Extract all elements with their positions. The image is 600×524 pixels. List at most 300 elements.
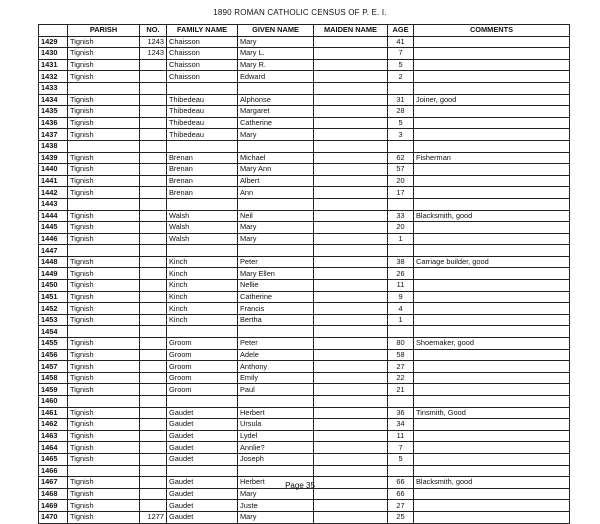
no-cell — [140, 384, 167, 396]
family-name-cell: Gaudet — [167, 488, 238, 500]
no-cell — [140, 106, 167, 118]
parish-cell: Tignish — [68, 361, 140, 373]
age-cell: 17 — [388, 187, 414, 199]
family-name-cell: Groom — [167, 372, 238, 384]
given-name-cell: Mary — [238, 129, 314, 141]
row-index: 1431 — [39, 59, 68, 71]
given-name-cell: Mary — [238, 36, 314, 48]
age-cell: 5 — [388, 117, 414, 129]
parish-cell: Tignish — [68, 280, 140, 292]
maiden-name-cell — [314, 175, 388, 187]
comments-cell — [414, 314, 570, 326]
no-cell — [140, 198, 167, 210]
maiden-name-cell — [314, 372, 388, 384]
family-name-cell: Brenan — [167, 152, 238, 164]
table-row — [39, 291, 570, 303]
comments-cell — [414, 511, 570, 523]
row-index: 1442 — [39, 187, 68, 199]
comments-cell — [414, 349, 570, 361]
given-name-cell — [238, 245, 314, 257]
table-row — [39, 36, 570, 48]
family-name-cell: Gaudet — [167, 500, 238, 512]
comments-cell — [414, 59, 570, 71]
no-cell — [140, 140, 167, 152]
table-row — [39, 71, 570, 83]
col-header-given-name: GIVEN NAME — [238, 25, 314, 37]
comments-cell — [414, 198, 570, 210]
age-cell: 41 — [388, 36, 414, 48]
comments-cell — [414, 419, 570, 431]
family-name-cell — [167, 245, 238, 257]
parish-cell: Tignish — [68, 233, 140, 245]
no-cell — [140, 94, 167, 106]
given-name-cell — [238, 198, 314, 210]
no-cell — [140, 500, 167, 512]
age-cell — [388, 245, 414, 257]
maiden-name-cell — [314, 129, 388, 141]
age-cell: 11 — [388, 280, 414, 292]
maiden-name-cell — [314, 303, 388, 315]
row-index: 1452 — [39, 303, 68, 315]
row-index: 1439 — [39, 152, 68, 164]
family-name-cell — [167, 396, 238, 408]
given-name-cell: Nellie — [238, 280, 314, 292]
parish-cell: Tignish — [68, 384, 140, 396]
no-cell — [140, 175, 167, 187]
maiden-name-cell — [314, 94, 388, 106]
table-row — [39, 303, 570, 315]
no-cell — [140, 372, 167, 384]
comments-cell — [414, 372, 570, 384]
maiden-name-cell — [314, 59, 388, 71]
age-cell: 25 — [388, 511, 414, 523]
no-cell — [140, 280, 167, 292]
age-cell: 11 — [388, 430, 414, 442]
given-name-cell: Mary L. — [238, 48, 314, 60]
comments-cell — [414, 361, 570, 373]
no-cell — [140, 245, 167, 257]
page-number: Page 35 — [285, 481, 315, 490]
maiden-name-cell — [314, 384, 388, 396]
col-header-no: NO. — [140, 25, 167, 37]
comments-cell — [414, 326, 570, 338]
maiden-name-cell — [314, 268, 388, 280]
maiden-name-cell — [314, 164, 388, 176]
family-name-cell: Kinch — [167, 256, 238, 268]
family-name-cell: Groom — [167, 361, 238, 373]
given-name-cell: Mary Ellen — [238, 268, 314, 280]
comments-cell — [414, 500, 570, 512]
parish-cell: Tignish — [68, 488, 140, 500]
age-cell: 1 — [388, 233, 414, 245]
no-cell: 1277 — [140, 511, 167, 523]
row-index: 1468 — [39, 488, 68, 500]
age-cell: 20 — [388, 175, 414, 187]
table-row — [39, 511, 570, 523]
family-name-cell: Gaudet — [167, 477, 238, 489]
maiden-name-cell — [314, 465, 388, 477]
given-name-cell: Adele — [238, 349, 314, 361]
row-index: 1464 — [39, 442, 68, 454]
given-name-cell: Juste — [238, 500, 314, 512]
table-row — [39, 129, 570, 141]
given-name-cell: Herbert — [238, 407, 314, 419]
family-name-cell: Kinch — [167, 280, 238, 292]
parish-cell: Tignish — [68, 372, 140, 384]
parish-cell: Tignish — [68, 338, 140, 350]
row-index: 1462 — [39, 419, 68, 431]
comments-cell — [414, 82, 570, 94]
row-index: 1430 — [39, 48, 68, 60]
row-index: 1447 — [39, 245, 68, 257]
given-name-cell: Alphonse — [238, 94, 314, 106]
comments-cell: Fisherman — [414, 152, 570, 164]
table-row — [39, 280, 570, 292]
maiden-name-cell — [314, 106, 388, 118]
row-index: 1454 — [39, 326, 68, 338]
no-cell — [140, 314, 167, 326]
no-cell — [140, 187, 167, 199]
parish-cell: Tignish — [68, 419, 140, 431]
maiden-name-cell — [314, 36, 388, 48]
age-cell — [388, 140, 414, 152]
maiden-name-cell — [314, 291, 388, 303]
age-cell: 28 — [388, 106, 414, 118]
row-index: 1438 — [39, 140, 68, 152]
parish-cell: Tignish — [68, 59, 140, 71]
family-name-cell — [167, 82, 238, 94]
given-name-cell: Ann — [238, 187, 314, 199]
parish-cell: Tignish — [68, 291, 140, 303]
family-name-cell: Walsh — [167, 210, 238, 222]
family-name-cell: Kinch — [167, 268, 238, 280]
no-cell — [140, 453, 167, 465]
no-cell: 1243 — [140, 36, 167, 48]
table-row — [39, 222, 570, 234]
table-row — [39, 117, 570, 129]
family-name-cell: Thibedeau — [167, 106, 238, 118]
table-row — [39, 372, 570, 384]
table-row — [39, 430, 570, 442]
table-row — [39, 256, 570, 268]
maiden-name-cell — [314, 140, 388, 152]
row-index: 1446 — [39, 233, 68, 245]
col-header-family-name: FAMILY NAME — [167, 25, 238, 37]
table-row — [39, 407, 570, 419]
parish-cell: Tignish — [68, 210, 140, 222]
given-name-cell: Mary — [238, 233, 314, 245]
comments-cell — [414, 453, 570, 465]
comments-cell — [414, 245, 570, 257]
age-cell: 38 — [388, 256, 414, 268]
row-index: 1435 — [39, 106, 68, 118]
no-cell — [140, 71, 167, 83]
table-row — [39, 453, 570, 465]
parish-cell: Tignish — [68, 349, 140, 361]
col-header-age: AGE — [388, 25, 414, 37]
table-row — [39, 82, 570, 94]
maiden-name-cell — [314, 117, 388, 129]
parish-cell: Tignish — [68, 314, 140, 326]
parish-cell: Tignish — [68, 511, 140, 523]
comments-cell — [414, 442, 570, 454]
parish-cell: Tignish — [68, 175, 140, 187]
age-cell: 3 — [388, 129, 414, 141]
parish-cell: Tignish — [68, 152, 140, 164]
age-cell: 66 — [388, 488, 414, 500]
comments-cell — [414, 175, 570, 187]
age-cell — [388, 326, 414, 338]
maiden-name-cell — [314, 442, 388, 454]
maiden-name-cell — [314, 222, 388, 234]
comments-cell — [414, 36, 570, 48]
no-cell — [140, 210, 167, 222]
page-title: 1890 ROMAN CATHOLIC CENSUS OF P. E. I. — [213, 8, 387, 17]
row-index: 1449 — [39, 268, 68, 280]
maiden-name-cell — [314, 152, 388, 164]
table-row — [39, 326, 570, 338]
parish-cell: Tignish — [68, 106, 140, 118]
given-name-cell: Edward — [238, 71, 314, 83]
parish-cell: Tignish — [68, 129, 140, 141]
table-row — [39, 268, 570, 280]
age-cell: 36 — [388, 407, 414, 419]
row-index: 1459 — [39, 384, 68, 396]
family-name-cell: Chaisson — [167, 71, 238, 83]
no-cell — [140, 419, 167, 431]
comments-cell: Shoemaker, good — [414, 338, 570, 350]
parish-cell: Tignish — [68, 268, 140, 280]
parish-cell: Tignish — [68, 71, 140, 83]
table-row — [39, 396, 570, 408]
maiden-name-cell — [314, 511, 388, 523]
maiden-name-cell — [314, 233, 388, 245]
given-name-cell: Paul — [238, 384, 314, 396]
row-index: 1436 — [39, 117, 68, 129]
family-name-cell: Gaudet — [167, 511, 238, 523]
comments-cell — [414, 384, 570, 396]
table-row — [39, 94, 570, 106]
col-header-comments: COMMENTS — [414, 25, 570, 37]
family-name-cell: Thibedeau — [167, 94, 238, 106]
maiden-name-cell — [314, 48, 388, 60]
family-name-cell: Chaisson — [167, 48, 238, 60]
row-index: 1443 — [39, 198, 68, 210]
comments-cell: Tinsmith, Good — [414, 407, 570, 419]
table-row — [39, 233, 570, 245]
row-index: 1457 — [39, 361, 68, 373]
given-name-cell: Albert — [238, 175, 314, 187]
comments-cell: Joiner, good — [414, 94, 570, 106]
comments-cell — [414, 106, 570, 118]
no-cell — [140, 303, 167, 315]
comments-cell — [414, 233, 570, 245]
age-cell: 21 — [388, 384, 414, 396]
comments-cell — [414, 291, 570, 303]
given-name-cell: Catherine — [238, 117, 314, 129]
comments-cell — [414, 303, 570, 315]
table-row — [39, 152, 570, 164]
maiden-name-cell — [314, 500, 388, 512]
no-cell — [140, 326, 167, 338]
row-index: 1451 — [39, 291, 68, 303]
parish-cell: Tignish — [68, 500, 140, 512]
parish-cell: Tignish — [68, 303, 140, 315]
census-body — [39, 36, 570, 523]
maiden-name-cell — [314, 71, 388, 83]
age-cell: 5 — [388, 453, 414, 465]
no-cell — [140, 164, 167, 176]
given-name-cell — [238, 326, 314, 338]
table-row — [39, 48, 570, 60]
no-cell — [140, 152, 167, 164]
table-row — [39, 210, 570, 222]
family-name-cell — [167, 198, 238, 210]
comments-cell — [414, 222, 570, 234]
comments-cell — [414, 164, 570, 176]
maiden-name-cell — [314, 82, 388, 94]
table-row — [39, 140, 570, 152]
row-index: 1470 — [39, 511, 68, 523]
maiden-name-cell — [314, 198, 388, 210]
header-row — [39, 25, 570, 37]
row-index: 1469 — [39, 500, 68, 512]
parish-cell — [68, 245, 140, 257]
age-cell: 31 — [388, 94, 414, 106]
no-cell — [140, 442, 167, 454]
no-cell: 1243 — [140, 48, 167, 60]
row-index: 1455 — [39, 338, 68, 350]
given-name-cell: Anthony — [238, 361, 314, 373]
maiden-name-cell — [314, 280, 388, 292]
given-name-cell — [238, 140, 314, 152]
parish-cell: Tignish — [68, 94, 140, 106]
parish-cell — [68, 326, 140, 338]
table-row — [39, 442, 570, 454]
family-name-cell: Chaisson — [167, 36, 238, 48]
given-name-cell: Francis — [238, 303, 314, 315]
no-cell — [140, 233, 167, 245]
no-cell — [140, 407, 167, 419]
row-index: 1463 — [39, 430, 68, 442]
given-name-cell: Lydel — [238, 430, 314, 442]
age-cell: 7 — [388, 48, 414, 60]
parish-cell: Tignish — [68, 453, 140, 465]
parish-cell: Tignish — [68, 442, 140, 454]
col-header-index — [39, 25, 68, 37]
parish-cell: Tignish — [68, 48, 140, 60]
given-name-cell: Peter — [238, 256, 314, 268]
age-cell: 33 — [388, 210, 414, 222]
row-index: 1440 — [39, 164, 68, 176]
table-row — [39, 198, 570, 210]
comments-cell — [414, 187, 570, 199]
maiden-name-cell — [314, 256, 388, 268]
parish-cell — [68, 140, 140, 152]
maiden-name-cell — [314, 326, 388, 338]
parish-cell: Tignish — [68, 477, 140, 489]
row-index: 1441 — [39, 175, 68, 187]
row-index: 1453 — [39, 314, 68, 326]
given-name-cell — [238, 82, 314, 94]
family-name-cell — [167, 140, 238, 152]
age-cell: 58 — [388, 349, 414, 361]
parish-cell — [68, 82, 140, 94]
given-name-cell: Herbert — [238, 477, 314, 489]
family-name-cell: Chaisson — [167, 59, 238, 71]
maiden-name-cell — [314, 187, 388, 199]
table-row — [39, 314, 570, 326]
comments-cell — [414, 48, 570, 60]
maiden-name-cell — [314, 419, 388, 431]
table-row — [39, 187, 570, 199]
row-index: 1448 — [39, 256, 68, 268]
row-index: 1429 — [39, 36, 68, 48]
family-name-cell: Walsh — [167, 233, 238, 245]
family-name-cell: Gaudet — [167, 407, 238, 419]
given-name-cell: Mary — [238, 222, 314, 234]
family-name-cell: Brenan — [167, 164, 238, 176]
row-index: 1458 — [39, 372, 68, 384]
family-name-cell: Brenan — [167, 175, 238, 187]
given-name-cell: Mary R. — [238, 59, 314, 71]
table-row — [39, 361, 570, 373]
age-cell: 57 — [388, 164, 414, 176]
no-cell — [140, 129, 167, 141]
comments-cell — [414, 117, 570, 129]
family-name-cell: Gaudet — [167, 430, 238, 442]
given-name-cell: Catherine — [238, 291, 314, 303]
no-cell — [140, 59, 167, 71]
family-name-cell: Kinch — [167, 303, 238, 315]
maiden-name-cell — [314, 453, 388, 465]
family-name-cell: Gaudet — [167, 453, 238, 465]
family-name-cell: Kinch — [167, 314, 238, 326]
age-cell: 66 — [388, 477, 414, 489]
comments-cell — [414, 465, 570, 477]
age-cell: 22 — [388, 372, 414, 384]
age-cell: 62 — [388, 152, 414, 164]
comments-cell — [414, 396, 570, 408]
parish-cell — [68, 198, 140, 210]
row-index: 1461 — [39, 407, 68, 419]
no-cell — [140, 338, 167, 350]
family-name-cell: Groom — [167, 349, 238, 361]
parish-cell: Tignish — [68, 407, 140, 419]
given-name-cell: Mary — [238, 511, 314, 523]
row-index: 1460 — [39, 396, 68, 408]
age-cell: 5 — [388, 59, 414, 71]
given-name-cell: Emily — [238, 372, 314, 384]
age-cell — [388, 396, 414, 408]
census-table — [38, 24, 570, 524]
maiden-name-cell — [314, 314, 388, 326]
age-cell: 7 — [388, 442, 414, 454]
given-name-cell: Bertha — [238, 314, 314, 326]
comments-cell: Carriage builder, good — [414, 256, 570, 268]
family-name-cell — [167, 326, 238, 338]
parish-cell: Tignish — [68, 36, 140, 48]
no-cell — [140, 349, 167, 361]
row-index: 1466 — [39, 465, 68, 477]
no-cell — [140, 268, 167, 280]
no-cell — [140, 361, 167, 373]
family-name-cell: Gaudet — [167, 442, 238, 454]
age-cell: 4 — [388, 303, 414, 315]
parish-cell: Tignish — [68, 164, 140, 176]
parish-cell: Tignish — [68, 222, 140, 234]
no-cell — [140, 465, 167, 477]
